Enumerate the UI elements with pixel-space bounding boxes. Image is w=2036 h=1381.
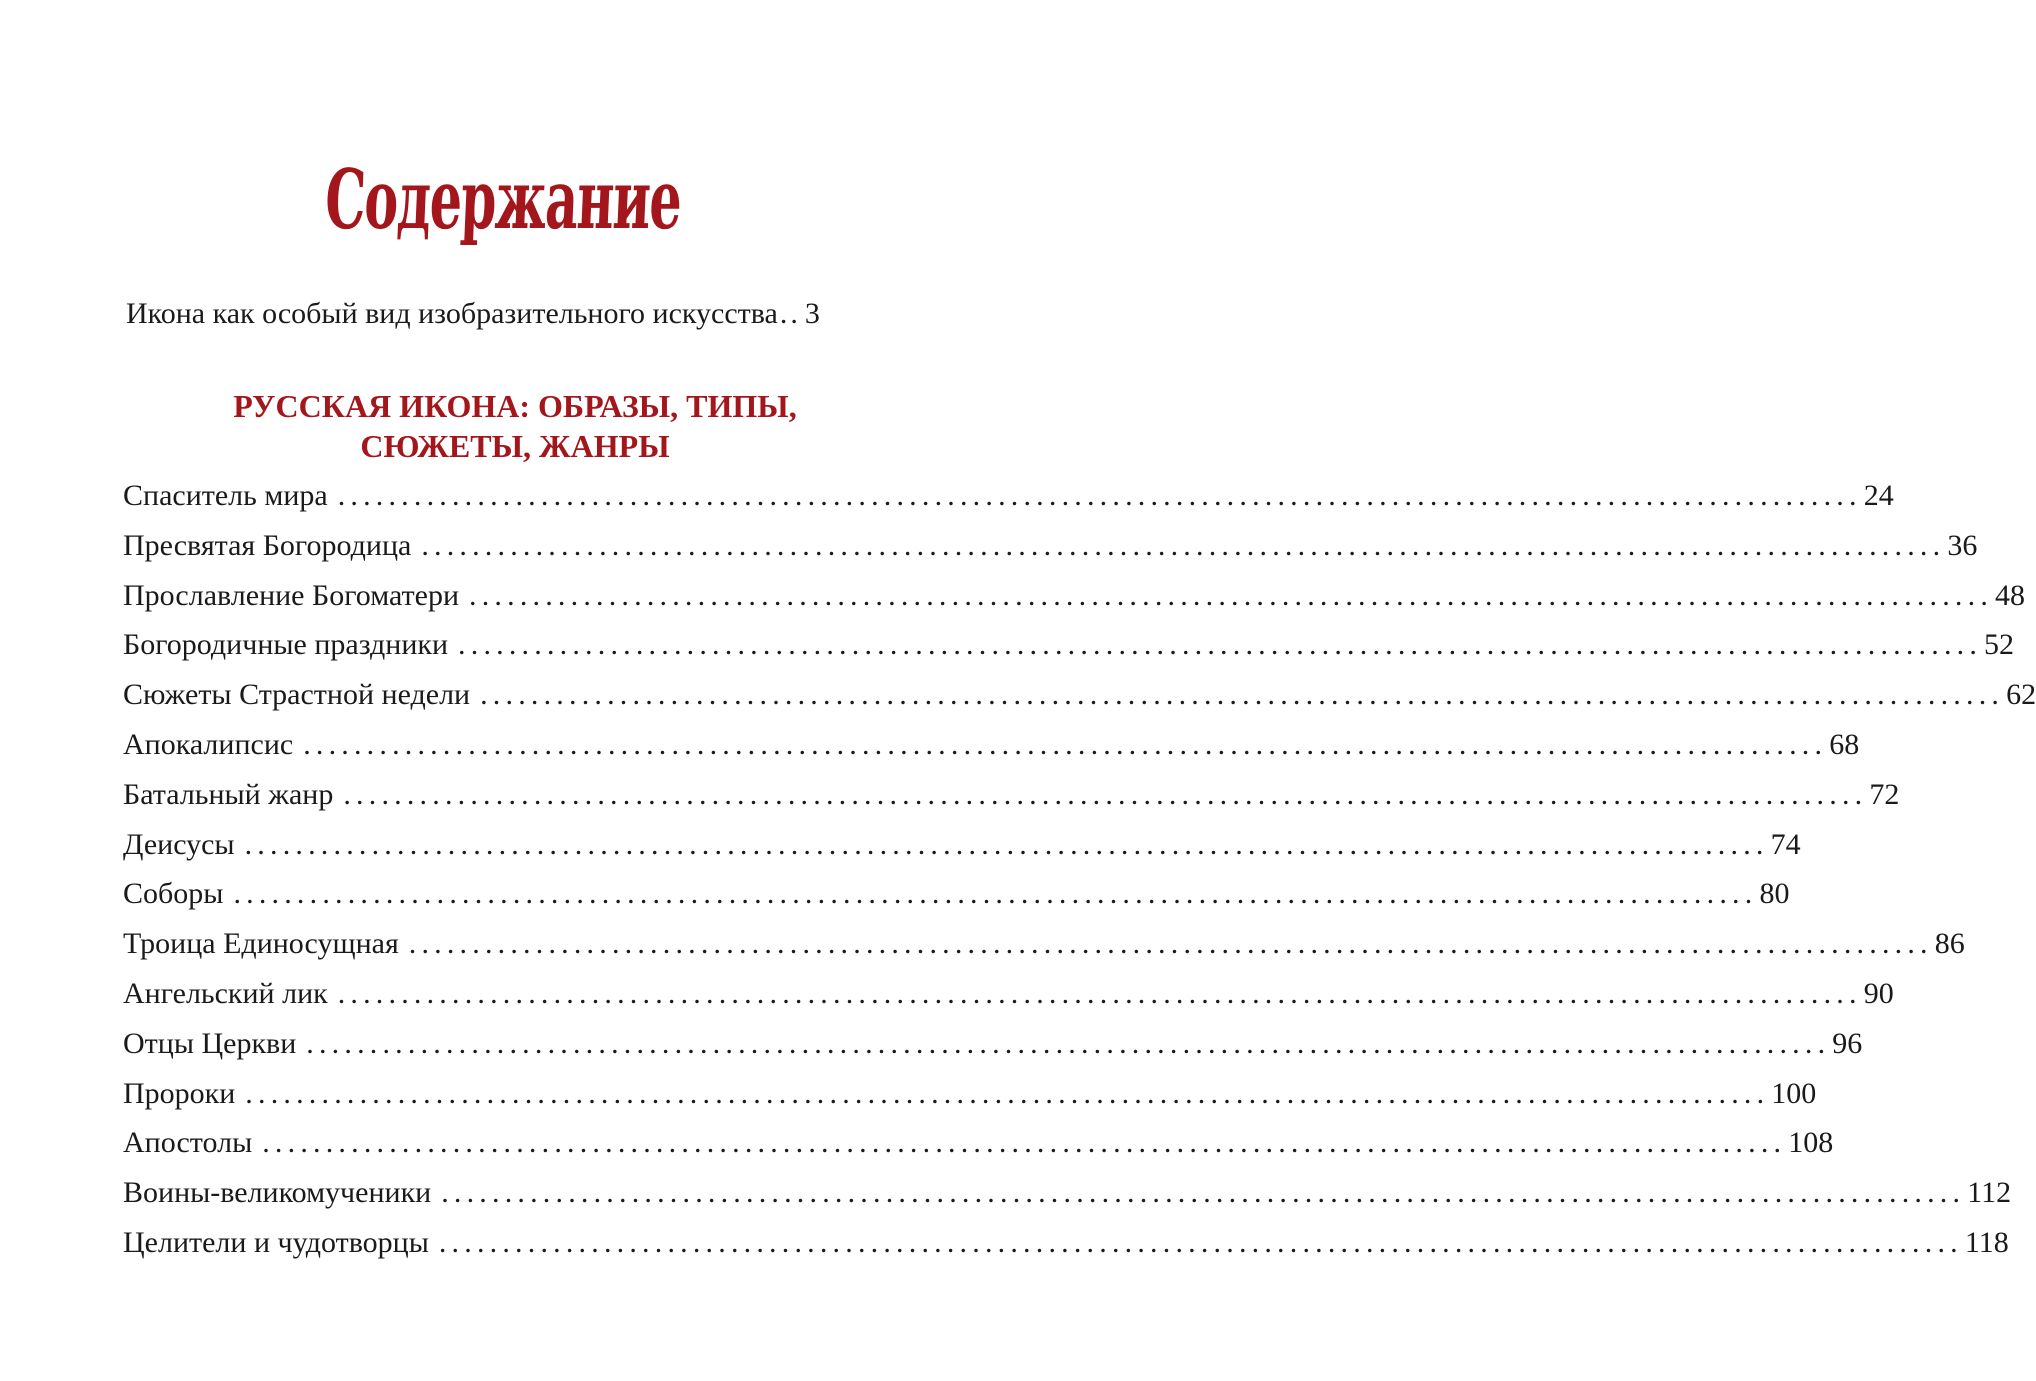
toc-intro-entry[interactable] bbox=[126, 292, 878, 336]
toc-entry-leader: ........................................................................................................................ bbox=[233, 877, 1758, 911]
toc-entry-leader: ........................................................................................................................ bbox=[441, 1176, 1966, 1210]
toc-entry[interactable] bbox=[123, 1171, 2012, 1221]
toc-entry-label: Воины-великомученики bbox=[123, 1176, 432, 1210]
toc-entry-leader: ........................................................................................................................ bbox=[458, 628, 1983, 662]
toc-entry-label: Батальный жанр bbox=[123, 777, 334, 811]
toc-entry-label: Соборы bbox=[123, 877, 224, 911]
toc-entry-label: Прославление Богоматери bbox=[123, 578, 460, 612]
toc-entry-label: Сюжеты Страстной недели bbox=[123, 678, 471, 712]
toc-intro-label: Икона как особый вид изобразительного искусства bbox=[126, 297, 778, 330]
toc-entry-page: 108 bbox=[1788, 1126, 1834, 1160]
toc-entry-leader: ........................................................................................................................ bbox=[337, 976, 1862, 1010]
toc-entry-label: Апостолы bbox=[123, 1126, 253, 1160]
toc-entry-label: Ангельский лик bbox=[123, 976, 328, 1010]
toc-entry[interactable] bbox=[123, 922, 1965, 972]
toc-entry-page: 74 bbox=[1770, 827, 1801, 861]
toc-entry[interactable] bbox=[123, 474, 1894, 524]
toc-entry[interactable] bbox=[123, 673, 2036, 723]
section-heading-line-2: СЮЖЕТЫ, ЖАНРЫ bbox=[360, 428, 670, 464]
toc-entry-label: Троица Единосущная bbox=[123, 927, 399, 961]
toc-entry-page: 90 bbox=[1863, 976, 1894, 1010]
toc-entry-leader: ........................................................................................................................ bbox=[306, 1026, 1831, 1060]
toc-entry-leader: ........................................................................................................................ bbox=[480, 678, 2005, 712]
toc-intro-leader: .. bbox=[779, 297, 801, 330]
toc-entry-leader: ........................................................................................................................ bbox=[337, 479, 1862, 512]
toc-entry-label: Апокалипсис bbox=[123, 727, 294, 761]
toc-entry[interactable] bbox=[123, 623, 2015, 673]
toc-entry-page: 48 bbox=[1995, 578, 2026, 612]
toc-entry-label: Деисусы bbox=[123, 827, 235, 861]
toc-entry-page: 68 bbox=[1829, 727, 1860, 761]
toc-entry-label: Спаситель мира bbox=[123, 479, 328, 512]
toc-entry[interactable] bbox=[123, 1221, 2009, 1271]
toc-entry-page: 24 bbox=[1863, 479, 1894, 512]
toc-entry-label: Целители и чудотворцы bbox=[123, 1225, 429, 1259]
toc-entry[interactable] bbox=[123, 574, 2026, 624]
toc-entry-label: Пророки bbox=[123, 1076, 236, 1110]
toc-entry-label: Отцы Церкви bbox=[123, 1026, 297, 1060]
toc-entry-label: Пресвятая Богородица bbox=[123, 528, 412, 562]
toc-entry[interactable] bbox=[123, 872, 1790, 922]
toc-entry-page: 118 bbox=[1964, 1225, 2009, 1259]
toc-entry-leader: ........................................................................................................................ bbox=[421, 528, 1946, 562]
toc-entry-page: 96 bbox=[1832, 1026, 1863, 1060]
toc-entry-page: 52 bbox=[1984, 628, 2015, 662]
toc-intro-page: 3 bbox=[804, 297, 820, 330]
toc-entry-page: 72 bbox=[1869, 777, 1900, 811]
toc-entry[interactable] bbox=[123, 773, 1900, 823]
toc-entry-leader: ........................................................................................................................ bbox=[244, 827, 1769, 861]
section-heading-line-1: РУССКАЯ ИКОНА: ОБРАЗЫ, ТИПЫ, bbox=[233, 388, 797, 424]
toc-entry-page: 36 bbox=[1947, 528, 1978, 562]
toc-entry[interactable] bbox=[123, 524, 1978, 574]
toc-entry-leader: ........................................................................................................................ bbox=[438, 1225, 1963, 1259]
toc-entry-page: 112 bbox=[1967, 1176, 2012, 1210]
toc-entry-page: 100 bbox=[1771, 1076, 1817, 1110]
toc-entry-leader: ........................................................................................................................ bbox=[408, 927, 1933, 961]
toc-entry[interactable] bbox=[123, 823, 1801, 873]
toc-entry-leader: ........................................................................................................................ bbox=[343, 777, 1868, 811]
toc-entry[interactable] bbox=[123, 1121, 1834, 1171]
toc-entry-leader: ........................................................................................................................ bbox=[245, 1076, 1770, 1110]
toc-list bbox=[123, 474, 2036, 1271]
toc-entry[interactable] bbox=[123, 972, 1894, 1022]
toc-entry[interactable] bbox=[123, 1072, 1817, 1122]
toc-entry[interactable] bbox=[123, 1022, 1863, 1072]
toc-entry-page: 86 bbox=[1934, 927, 1965, 961]
toc-entry-page: 62 bbox=[2006, 678, 2036, 712]
toc-entry-leader: ........................................................................................................................ bbox=[262, 1126, 1787, 1160]
toc-entry-leader: ........................................................................................................................ bbox=[469, 578, 1994, 612]
toc-entry-page: 80 bbox=[1759, 877, 1790, 911]
page-title: Содержание bbox=[323, 152, 683, 248]
toc-entry-leader: ........................................................................................................................ bbox=[303, 727, 1828, 761]
section-heading bbox=[0, 386, 1030, 466]
toc-entry[interactable] bbox=[123, 723, 1860, 773]
toc-entry-label: Богородичные праздники bbox=[123, 628, 449, 662]
